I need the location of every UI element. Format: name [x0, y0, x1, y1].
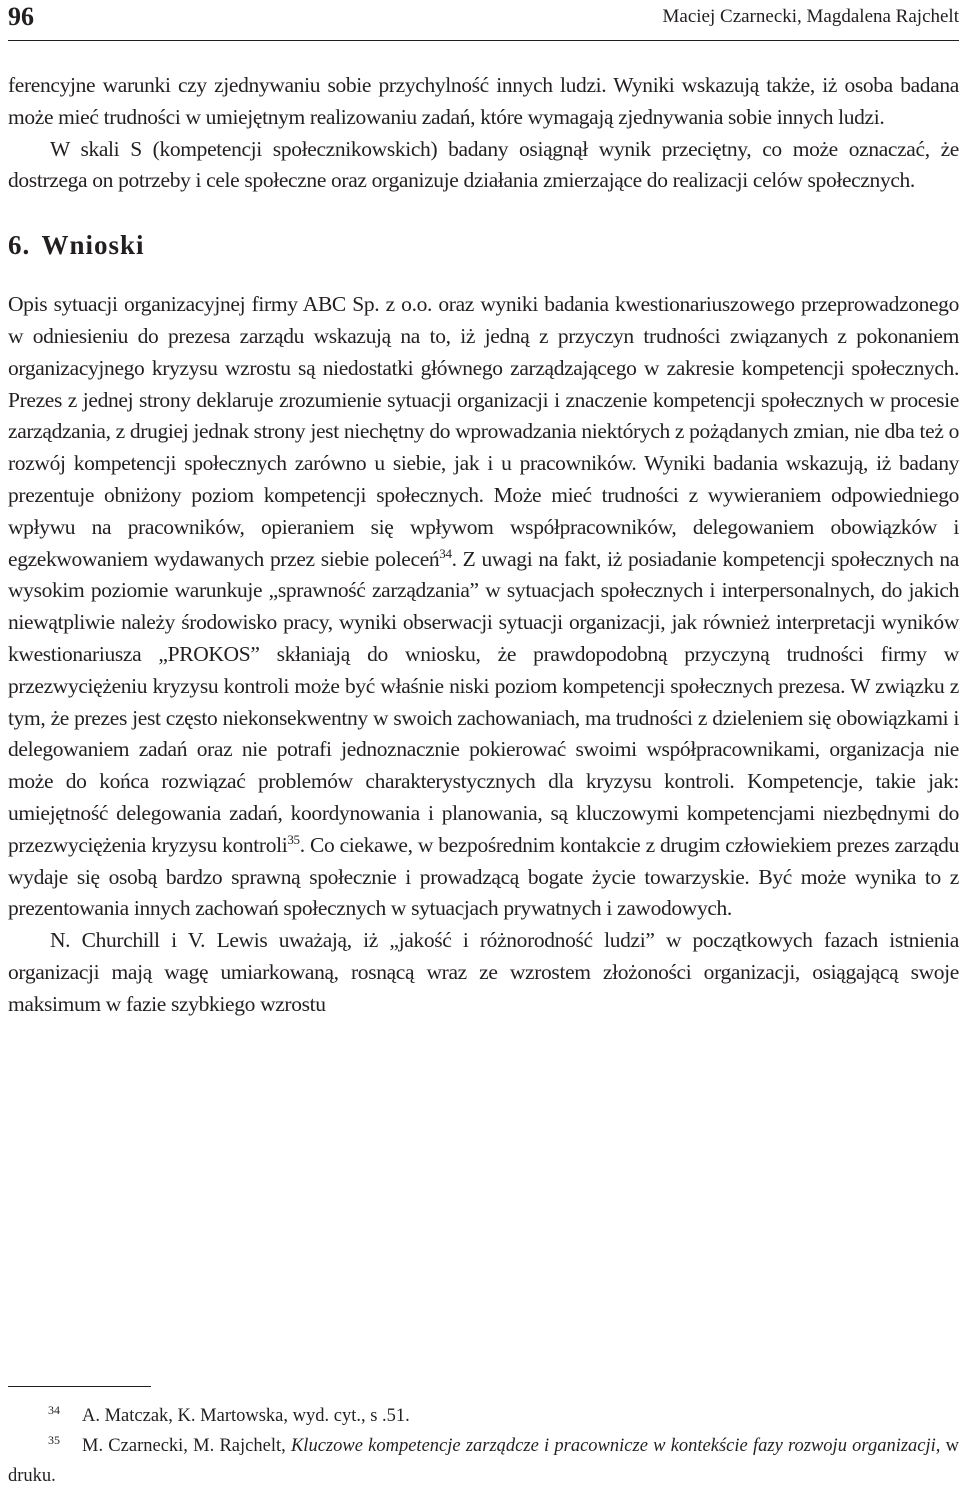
- footnote-text: M. Czarnecki, M. Rajchelt,: [82, 1436, 291, 1456]
- section-title: Wnioski: [41, 230, 145, 261]
- paragraph-2: W skali S (kompetencji społecznikowskich) badany osiągnął wynik przeciętny, co może oznaczać, że dostrzega on potrzeby i cele społeczne oraz organizuje działania zmierzające do realizacji celów społecznych.: [8, 136, 959, 193]
- section-number: 6.: [8, 230, 31, 261]
- page-header: [8, 0, 959, 41]
- main-text: [8, 70, 959, 1021]
- footnotes: [8, 1401, 959, 1491]
- page-number: 96: [8, 2, 34, 31]
- section-heading: [8, 225, 959, 265]
- footnote-cited-title: Kluczowe kompetencje zarządcze i pracownicze w kontekście fazy rozwoju organizacji: [290, 1436, 936, 1456]
- paragraph-4: N. Churchill i V. Lewis uważają, iż „jakość i różnorodność ludzi” w początkowych fazach istnienia organizacji mają wagę umiarkowaną, rosnącą wraz ze wzrostem złożoności organizacji, osiągającą swoje maksimum w fazie szybkiego wzrostu: [8, 928, 959, 1016]
- footnote-ref-35[interactable]: 35: [287, 831, 300, 847]
- footnote-35: 35 M. Czarnecki, M. Rajchelt, Kluczowe kompetencje zarządcze i pracownicze w kontekście fazy rozwoju organizacji, w druku.: [8, 1433, 959, 1486]
- running-head-authors: Maciej Czarnecki, Magdalena Rajchelt: [662, 6, 959, 27]
- paragraph-1: ferencyjne warunki czy zjednywaniu sobie przychylność innych ludzi. Wyniki wskazują także, iż osoba badana może mieć trudności w umiejętnym realizowaniu zadań, które wymagają zjednywania sobie innych ludzi.: [8, 73, 959, 129]
- paragraph-3-part-3: . Co ciekawe, w bezpośrednim kontakcie z drugim człowiekiem prezes zarządu wydaje się osobą bardzo sprawną społecznie i prowadzącą bogate życie towarzyskie. Być może wynika to z prezentowania innych zachowań społecznych w sytuacjach prywatnych i zawodowych.: [8, 832, 959, 921]
- paragraph-3: [8, 289, 959, 925]
- paragraph-3-part-2: . Z uwagi na fakt, iż posiadanie kompetencji społecznych na wysokim poziomie warunkuje „sprawność zarządzania” w sytuacjach społecznych i interpersonalnych, do jakich niewątpliwie należy środowisko pracy, wyniki obserwacji sytuacji organizacji, jak również interpretacji wyników kwestionariusza „PROKOS” skłaniają do wniosku, że prawdopodobną przyczyną trudności firmy w przezwyciężeniu kryzysu kontroli może być właśnie niski poziom kompetencji społecznych prezesa. W związku z tym, że prezes jest często niekonsekwentny w swoich zachowaniach, ma trudności z dzieleniem się obowiązkami i delegowaniem zadań oraz nie potrafi jednoznacznie pokierować swoimi współpracownikami, organizacja nie może do końca rozwiązać problemów charakterystycznych dla kryzysu kontroli. Kompetencje, takie jak: umiejętność delegowania zadań, koordynowania i planowania, są kluczowymi kompetencjami niezbędnymi do przezwyciężenia kryzysu kontroli: [8, 546, 960, 857]
- footnote-ref-34[interactable]: 34: [439, 545, 452, 561]
- paragraph-3-part-1: Opis sytuacji organizacyjnej firmy ABC Sp. z o.o. oraz wyniki badania kwestionariuszowego przeprowadzonego w odniesieniu do prezesa zarządu wskazują na to, iż jedną z przyczyn trudności związanych z pokonaniem organizacyjnego kryzysu wzrostu są niedostatki głównego zarządzającego w zakresie kompetencji społecznych. Prezes z jednej strony deklaruje zrozumienie sytuacji organizacji i znaczenie kompetencji społecznych w procesie zarządzania, z drugiej jednak strony jest niechętny do wprowadzania niektórych z pożądanych zmian, nie dba też o rozwój kompetencji społecznych zarówno u siebie, jak i u pracowników. Wyniki badania wskazują, iż badany prezentuje obniżony poziom kompetencji społecznych. Może mieć trudności z wywieraniem odpowiedniego wpływu na pracowników, opieraniem się wpływom współpracowników, delegowaniem obowiązków i egzekwowaniem wydawanych przez siebie poleceń: [8, 292, 959, 571]
- footnote-text-end: , w druku.: [8, 1436, 959, 1486]
- footnote-separator: [8, 1386, 151, 1387]
- footnote-34: 34 A. Matczak, K. Martowska, wyd. cyt., s .51.: [48, 1403, 410, 1426]
- footnote-text: A. Matczak, K. Martowska, wyd. cyt., s .51.: [82, 1406, 410, 1426]
